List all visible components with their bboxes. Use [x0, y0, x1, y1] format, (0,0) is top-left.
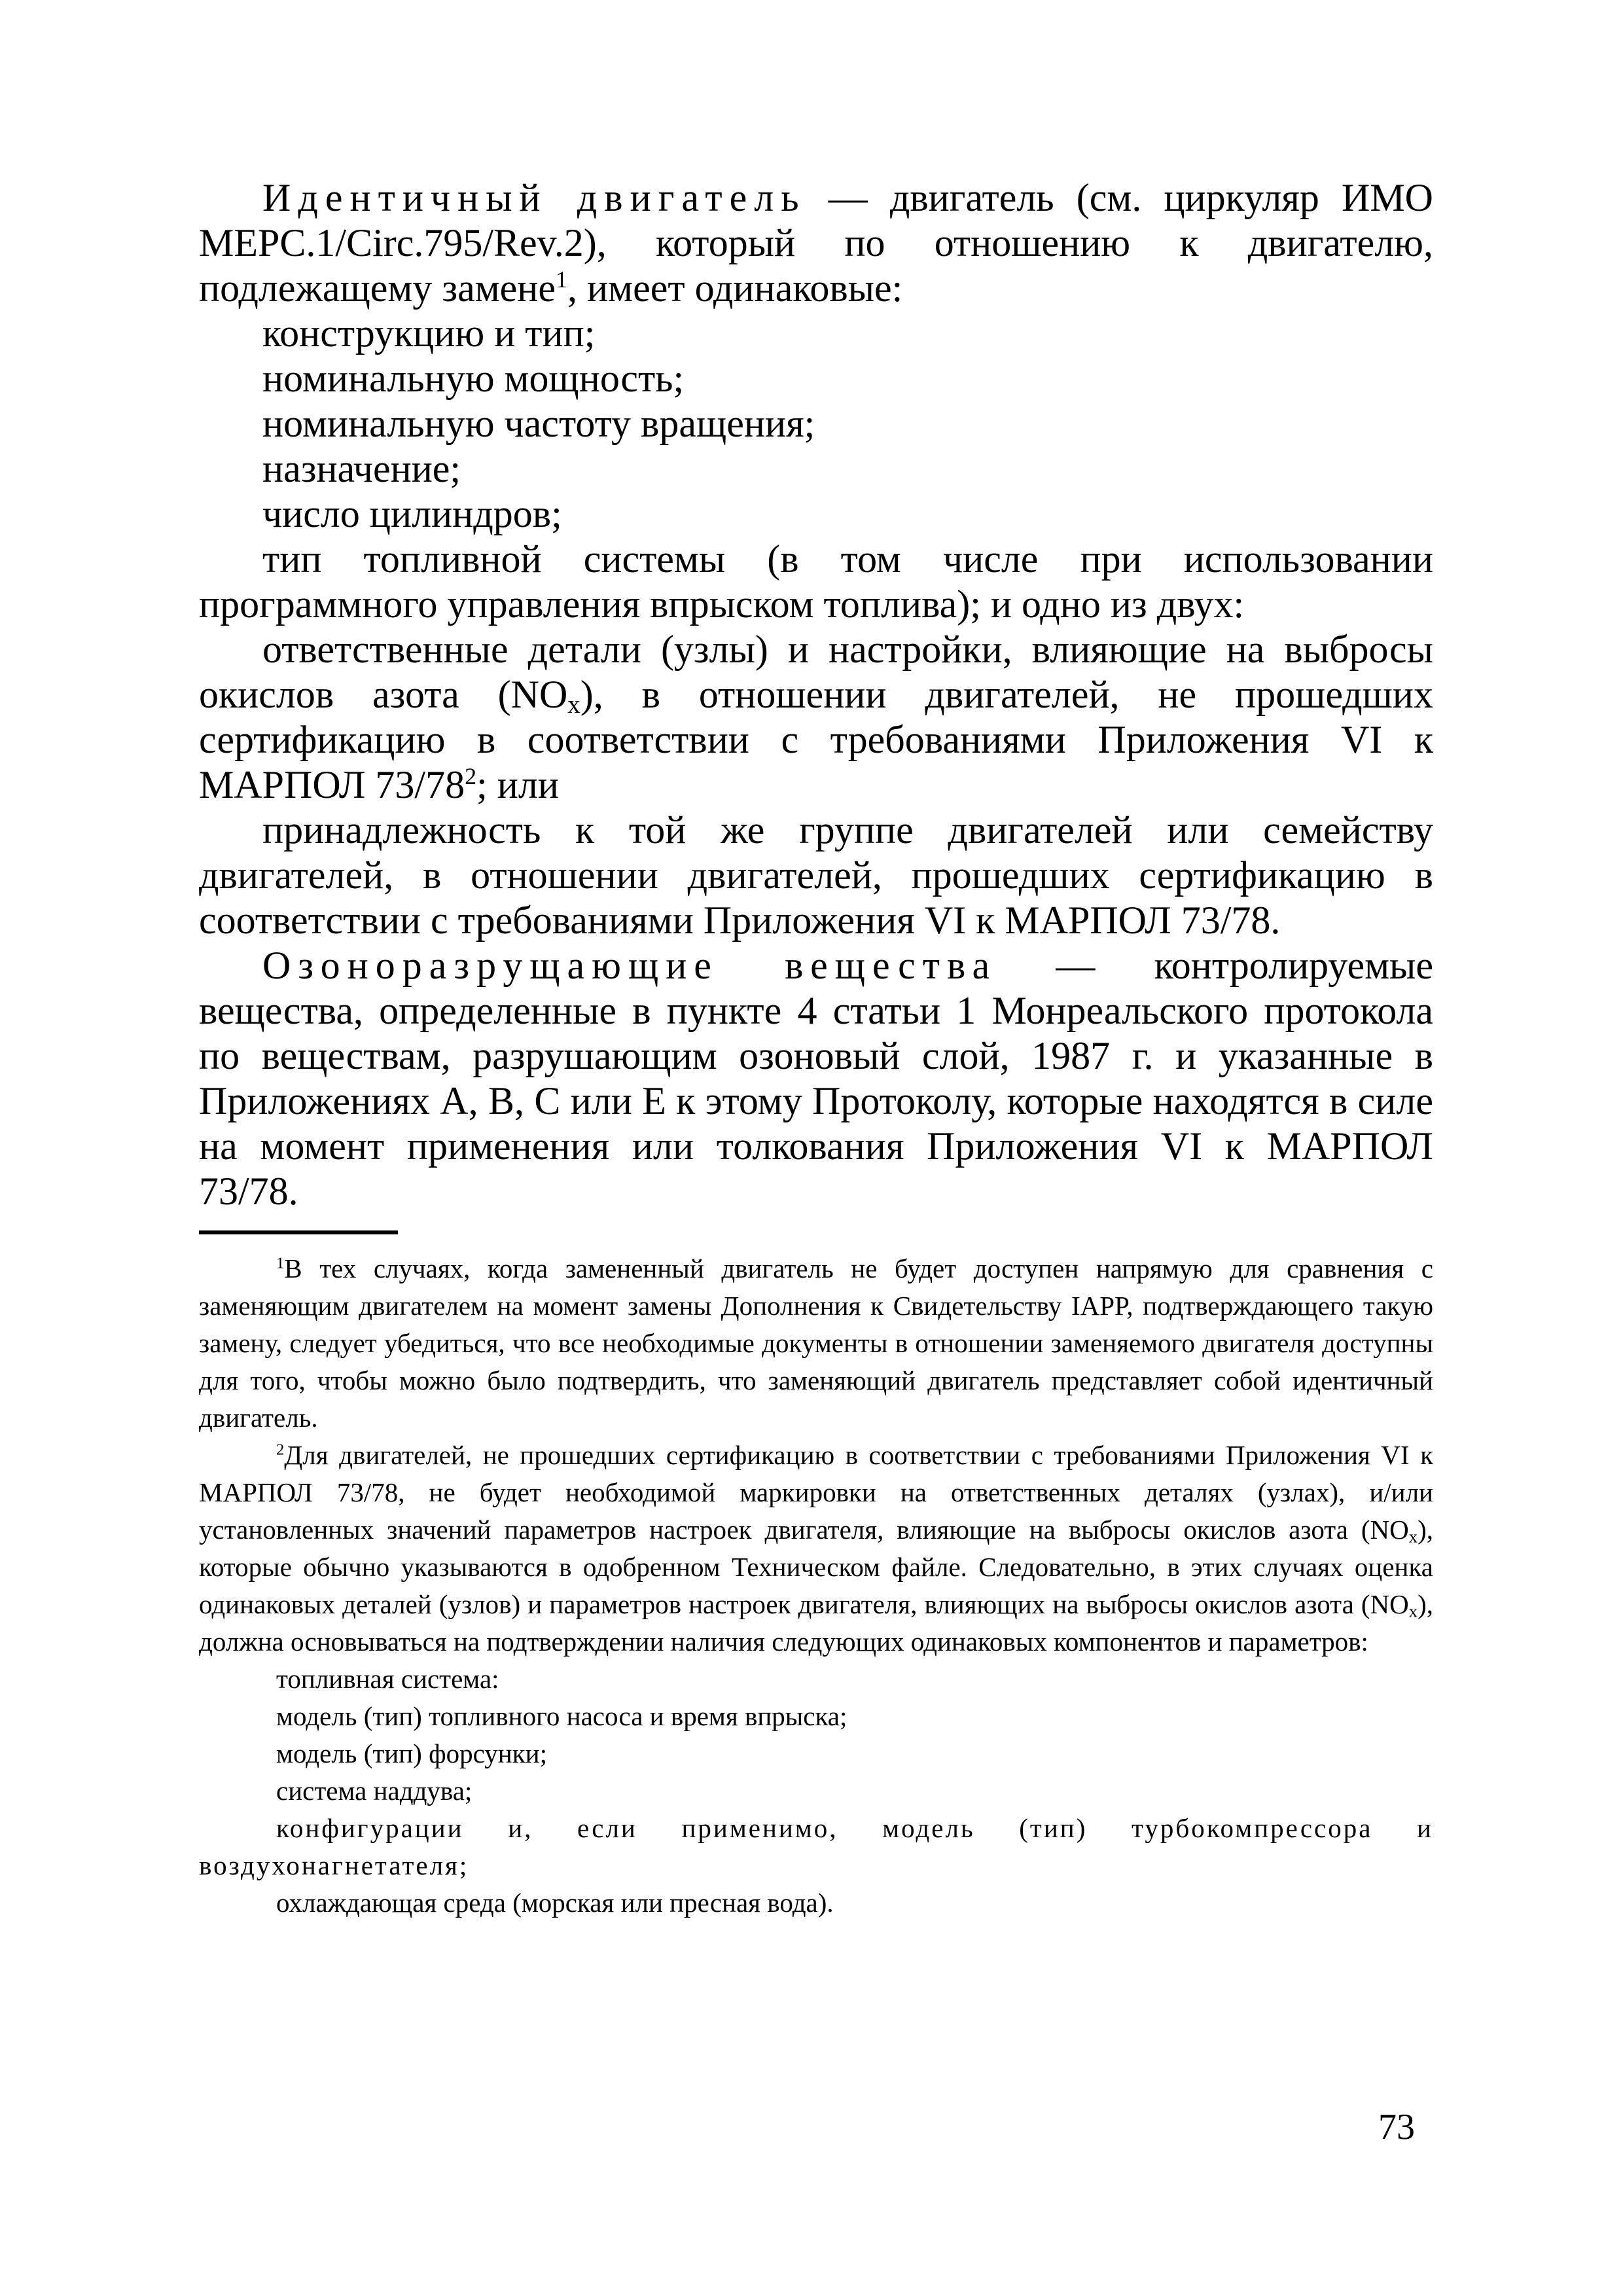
footnotes — [199, 1250, 1433, 1922]
footnote-list-item: топливная система: — [276, 1664, 499, 1694]
footnote-ref-2: 2 — [465, 763, 477, 789]
footnote-ref-1: 1 — [556, 266, 568, 293]
list-item: номинальную частоту вращения; — [262, 402, 815, 445]
footnote-list-item: система наддува; — [276, 1776, 473, 1806]
list-item: тип топливной системы (в том числе при использовании программного управления впрыском топлива); и одно из двух: — [199, 537, 1433, 626]
footnote-list-item: модель (тип) форсунки; — [276, 1738, 548, 1768]
footnote-2: $^2$Для двигателей, не прошедших сертификацию в соответствии с требованиями Приложения VI к МАРПОЛ 73/78, не будет необходимой маркировки на ответственных деталях (узлах), и/или установленных значений параметров настроек двигателя, влияющие на выбросы окислов азота $(NO_x)$, которые обычно указываются в одобренном Техническом файле. Следовательно, в этих случаях оценка одинаковых деталей (узлов) и параметров настроек двигателя, влияющих на выбросы окислов азота $(NO_x)$, должна основываться на подтверждении наличия следующих одинаковых компонентов и параметров: — [199, 1440, 1433, 1657]
term-identical-engine: Идентичный двигатель — [262, 176, 806, 219]
definition-ozone-depleting: Озоноразрущающие вещества — контролируемые вещества, определенные в пункте 4 статьи 1 Монреальского протокола по веществам, разрушающим озоновый слой, 1987 г. и указанные в Приложениях А, В, С или Е к этому Протоколу, которые находятся в силе на момент применения или толкования Приложения VI к МАРПОЛ 73/78. — [199, 944, 1433, 1213]
list-item: число цилиндров; — [262, 492, 562, 535]
footnote-1: $^1$В тех случаях, когда замененный двигатель не будет доступен напрямую для сравнения с заменяющим двигателем на момент замены Дополнения к Свидетельству IAPP, подтверждающего такую замену, следует убедиться, что все необходимые документы в отношении заменяемого двигателя доступны для того, чтобы можно было подтвердить, что заменяющий двигатель представляет собой идентичный двигатель. — [199, 1253, 1433, 1433]
list-item: ответственные детали (узлы) и настройки, влияющие на выбросы окислов азота $(NO_x)$, в отношении двигателей, не прошедших сертификацию в соответствии с требованиями Приложения VI к МАРПОЛ $73/78^2$; или — [199, 628, 1433, 806]
definition-identical-engine: Идентичный двигатель — двигатель (см. циркуляр ИМО MEPC.1/Circ.795/Rev.2), который по отношению к двигателю, подлежащему замене$^1$, имеет одинаковые: — [199, 176, 1433, 310]
footnote-divider — [199, 1230, 398, 1234]
footnote-list-item: модель (тип) топливного насоса и время впрыска; — [276, 1701, 847, 1731]
footnote-list-item: охлаждающая среда (морская или пресная вода). — [276, 1888, 834, 1918]
main-text — [199, 175, 1433, 1214]
list-item: конструкцию и тип; — [262, 312, 596, 355]
list-item: принадлежность к той же группе двигателей или семейству двигателей, в отношении двигателей, прошедших сертификацию в соответствии с требованиями Приложения VI к МАРПОЛ 73/78. — [199, 808, 1433, 942]
footnote-list-item: конфигурации и, если применимо, модель (тип) турбокомпрессора и воздухонагнетателя; — [199, 1813, 1433, 1880]
list-item: номинальную мощность; — [262, 357, 685, 400]
term-ozone-depleting: Озоноразрущающие вещества — [262, 944, 997, 987]
list-item: назначение; — [262, 447, 461, 490]
page-number: 73 — [1378, 2107, 1415, 2147]
